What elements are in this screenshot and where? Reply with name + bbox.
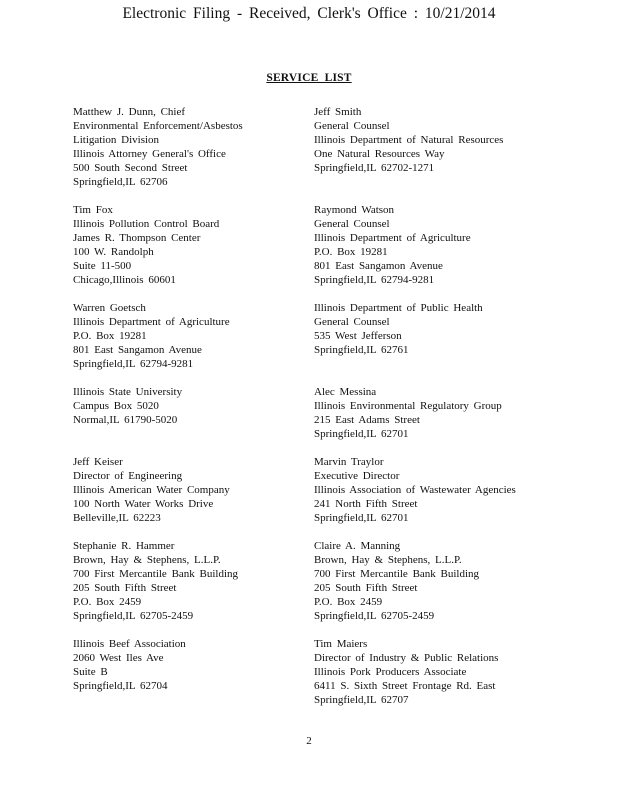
recipient-name: Illinois State University (73, 386, 183, 398)
address-line: 801 East Sangamon Avenue (314, 259, 443, 272)
service-entry (314, 302, 483, 358)
service-entry (73, 106, 243, 189)
recipient-name: Jeff Smith (314, 106, 362, 118)
recipient-name: Raymond Watson (314, 204, 395, 216)
address-line: Illinois Pollution Control Board (73, 217, 220, 230)
address-line: General Counsel (314, 119, 390, 132)
address-line: 801 East Sangamon Avenue (73, 343, 202, 356)
address-line: Springfield,IL 62761 (314, 343, 409, 356)
address-line: 535 West Jefferson (314, 329, 402, 342)
service-entry (314, 386, 502, 442)
address-line: P.O. Box 19281 (73, 329, 147, 342)
address-line: Director of Industry & Public Relations (314, 651, 499, 664)
address-line: Illinois American Water Company (73, 483, 230, 496)
address-line: 241 North Fifth Street (314, 497, 418, 510)
service-entry (314, 638, 498, 708)
address-line: Chicago,Illinois 60601 (73, 273, 176, 286)
address-line: P.O. Box 2459 (73, 595, 142, 608)
address-line: Springfield,IL 62702-1271 (314, 161, 435, 174)
service-entry (73, 386, 182, 428)
address-line: Illinois Attorney General's Office (73, 147, 226, 160)
address-line: Illinois Environmental Regulatory Group (314, 399, 502, 412)
address-line: 500 South Second Street (73, 161, 188, 174)
address-line: Springfield,IL 62701 (314, 511, 409, 524)
service-entry (73, 204, 219, 287)
address-line: Belleville,IL 62223 (73, 511, 161, 524)
address-line: 100 North Water Works Drive (73, 497, 214, 510)
address-line: Director of Engineering (73, 469, 183, 482)
address-line: Springfield,IL 62794-9281 (314, 273, 435, 286)
address-line: Springfield,IL 62704 (73, 679, 168, 692)
recipient-name: Stephanie R. Hammer (73, 540, 175, 552)
recipient-name: Marvin Traylor (314, 456, 384, 468)
address-line: Campus Box 5020 (73, 399, 159, 412)
address-line: Springfield,IL 62794-9281 (73, 357, 194, 370)
address-line: 700 First Mercantile Bank Building (314, 567, 480, 580)
address-line: 205 South Fifth Street (314, 581, 418, 594)
address-line: Environmental Enforcement/Asbestos (73, 119, 243, 132)
address-line: Illinois Pork Producers Associate (314, 665, 467, 678)
address-line: General Counsel (314, 217, 390, 230)
service-entry (314, 456, 516, 526)
address-line: Suite 11-500 (73, 259, 132, 272)
service-entry (314, 106, 503, 176)
address-line: Illinois Department of Agriculture (314, 231, 471, 244)
address-line: Illinois Association of Wastewater Agencies (314, 483, 516, 496)
service-entry (314, 540, 479, 623)
service-entry (73, 638, 186, 694)
address-line: General Counsel (314, 315, 390, 328)
page-number: 2 (306, 735, 312, 747)
address-line: 215 East Adams Street (314, 413, 420, 426)
recipient-name: Alec Messina (314, 386, 377, 398)
address-line: Springfield,IL 62705-2459 (314, 609, 435, 622)
address-line: Brown, Hay & Stephens, L.L.P. (73, 553, 221, 566)
address-line: Springfield,IL 62705-2459 (73, 609, 194, 622)
recipient-name: Matthew J. Dunn, Chief (73, 106, 186, 118)
address-line: Brown, Hay & Stephens, L.L.P. (314, 553, 462, 566)
recipient-name: Tim Maiers (314, 638, 368, 650)
address-line: Springfield,IL 62706 (73, 175, 168, 188)
address-line: One Natural Resources Way (314, 147, 445, 160)
address-line: 205 South Fifth Street (73, 581, 177, 594)
recipient-name: Claire A. Manning (314, 540, 401, 552)
address-line: Litigation Division (73, 133, 160, 146)
address-line: Springfield,IL 62707 (314, 693, 409, 706)
address-line: 6411 S. Sixth Street Frontage Rd. East (314, 679, 496, 692)
service-entry (314, 204, 471, 287)
address-line: Normal,IL 61790-5020 (73, 413, 178, 426)
service-list-title: SERVICE LIST (266, 72, 352, 84)
address-line: Suite B (73, 665, 108, 678)
address-line: James R. Thompson Center (73, 231, 201, 244)
address-line: 700 First Mercantile Bank Building (73, 567, 239, 580)
recipient-name: Tim Fox (73, 204, 113, 216)
service-entry (73, 540, 238, 623)
address-line: Executive Director (314, 469, 400, 482)
recipient-name: Warren Goetsch (73, 302, 146, 314)
address-line: 100 W. Randolph (73, 245, 154, 258)
address-line: 2060 West Iles Ave (73, 651, 164, 664)
address-line: P.O. Box 2459 (314, 595, 383, 608)
address-line: Illinois Department of Agriculture (73, 315, 230, 328)
address-line: P.O. Box 19281 (314, 245, 388, 258)
address-line: Illinois Department of Natural Resources (314, 133, 504, 146)
filing-stamp-header: Electronic Filing - Received, Clerk's Office : 10/21/2014 (122, 5, 496, 22)
service-entry (73, 302, 230, 372)
service-entry (73, 456, 230, 526)
recipient-name: Illinois Beef Association (73, 638, 186, 650)
recipient-name: Jeff Keiser (73, 456, 123, 468)
recipient-name: Illinois Department of Public Health (314, 302, 483, 314)
address-line: Springfield,IL 62701 (314, 427, 409, 440)
